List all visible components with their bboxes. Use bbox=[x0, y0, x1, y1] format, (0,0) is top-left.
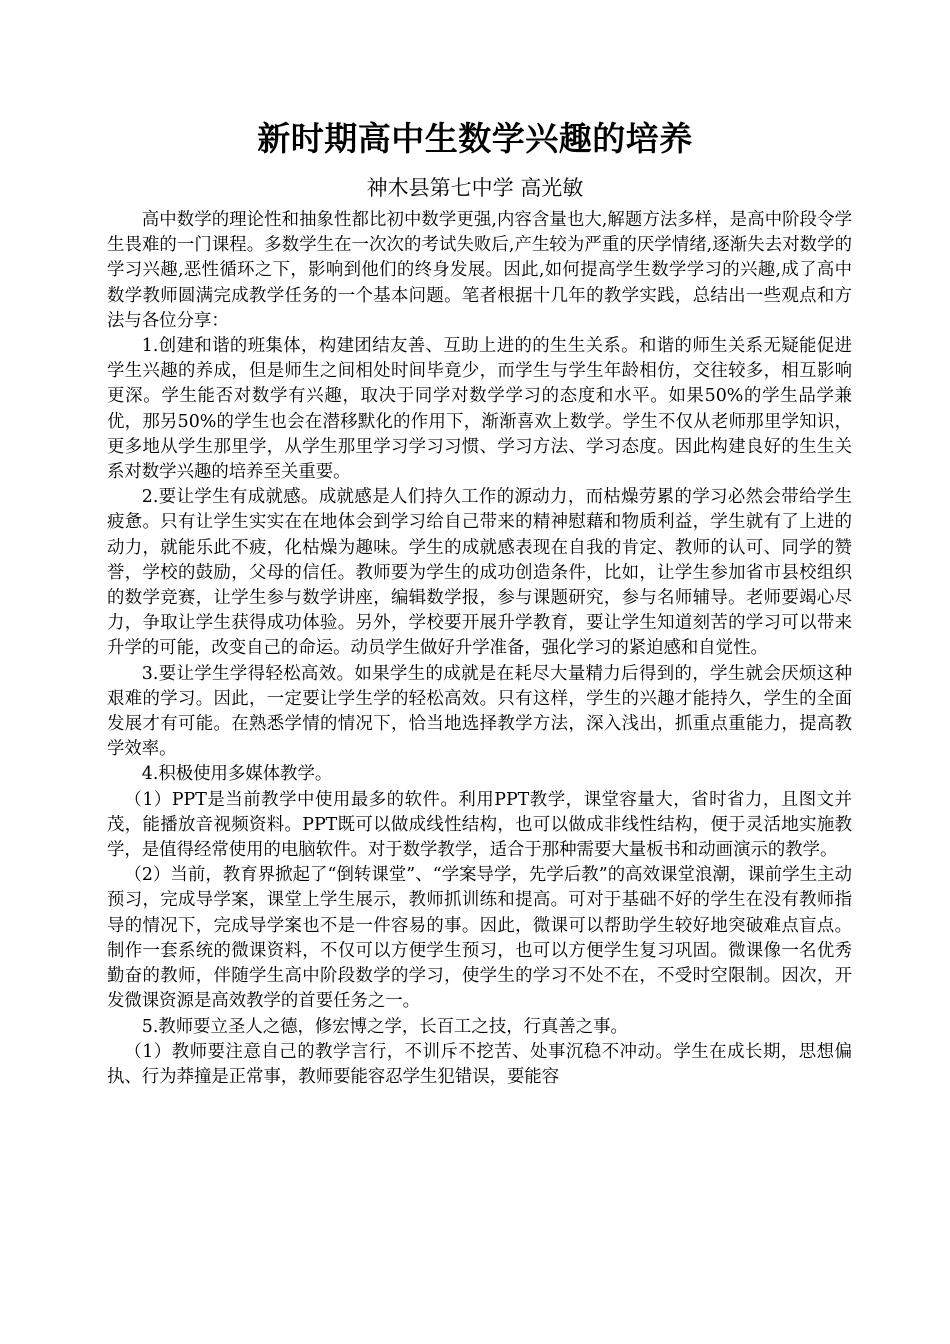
body-paragraph: （1）教师要注意自己的教学言行，不训斥不挖苦、处事沉稳不冲动。学生在成长期，思想偏执、行为莽撞是正常事，教师要能容忍学生犯错误，要能容 bbox=[107, 1041, 852, 1087]
body-paragraph: 2.要让学生有成就感。成就感是人们持久工作的源动力，而枯燥劳累的学习必然会带给学生疲惫。只有让学生实实在在地体会到学习给自己带来的精神慰藉和物质利益，学生就有了上进的动力，就能乐此不疲，化枯燥为趣味。学生的成就感表现在自我的肯定、教师的认可、同学的赞誉，学校的鼓励，父母的信任。教师要为学生的成功创造条件，比如，让学生参加省市县校组织的数学竞赛，让学生参与数学讲座，编辑数学报，参与课题研究，参与名师辅导。老师要竭心尽力，争取让学生获得成功体验。另外，学校要开展升学教育，要让学生知道刻苦的学习可以带来升学的可能，改变自己的命运。动员学生做好升学准备，强化学习的紧迫感和自觉性。 bbox=[107, 487, 852, 659]
body-paragraph: 1.创建和谐的班集体，构建团结友善、互助上进的的生生关系。和谐的师生关系无疑能促进学生兴趣的养成，但是师生之间相处时间毕竟少，而学生与学生年龄相仿，交往较多，相互影响更深。学生能否对数学有兴趣，取决于同学对数学学习的态度和水平。如果50%的学生品学兼优，那另50%的学生也会在潜移默化的作用下，渐渐喜欢上数学。学生不仅从老师那里学知识，更多地从学生那里学，从学生那里学习学习习惯、学习方法、学习态度。因此构建良好的生生关系对数学兴趣的培养至关重要。 bbox=[107, 336, 852, 483]
document-body bbox=[107, 208, 852, 1090]
document-author: 神木县第七中学 高光敏 bbox=[366, 176, 584, 200]
body-paragraph: （2）当前，教育界掀起了“倒转课堂”、“学案导学，先学后教”的高效课堂浪潮，课前学生主动预习，完成导学案，课堂上学生展示，教师抓训练和提高。可对于基础不好的学生在没有教师指导的情况下，完成导学案也不是一件容易的事。因此，微课可以帮助学生较好地突破难点盲点。制作一套系统的微课资料，不仅可以方便学生预习，也可以方便学生复习巩固。微课像一名优秀勤奋的教师，伴随学生高中阶段数学的学习，使学生的学习不处不在，不受时空限制。因次，开发微课资源是高效教学的首要任务之一。 bbox=[107, 865, 852, 1012]
body-paragraph: 3.要让学生学得轻松高效。如果学生的成就是在耗尽大量精力后得到的，学生就会厌烦这种艰难的学习。因此，一定要让学生学的轻松高效。只有这样，学生的兴趣才能持久，学生的全面发展才有可能。在熟悉学情的情况下，恰当地选择教学方法，深入浅出，抓重点重能力，提高教学效率。 bbox=[107, 663, 852, 760]
body-paragraph: 4.积极使用多媒体教学。 bbox=[141, 764, 333, 785]
body-paragraph: （1）PPT是当前教学中使用最多的软件。利用PPT教学，课堂容量大，省时省力，且图文并茂，能播放音视频资料。PPT既可以做成线性结构，也可以做成非线性结构，便于灵活地实施教学，是值得经常使用的电脑软件。对于数学教学，适合于那种需要大量板书和动画演示的教学。 bbox=[107, 789, 852, 861]
body-paragraph: 5.教师要立圣人之德，修宏博之学，长百工之技，行真善之事。 bbox=[141, 1016, 628, 1037]
body-paragraph: 高中数学的理论性和抽象性都比初中数学更强,内容含量也大,解题方法多样，是高中阶段令学生畏难的一门课程。多数学生在一次次的考试失败后,产生较为严重的厌学情绪,逐渐失去对数学的学习兴趣,恶性循环之下，影响到他们的终身发展。因此,如何提高学生数学学习的兴趣,成了高中数学教师圆满完成教学任务的一个基本问题。笔者根据十几年的教学实践，总结出一些观点和方法与各位分享： bbox=[107, 210, 852, 331]
document-title: 新时期高中生数学兴趣的培养 bbox=[257, 119, 693, 158]
